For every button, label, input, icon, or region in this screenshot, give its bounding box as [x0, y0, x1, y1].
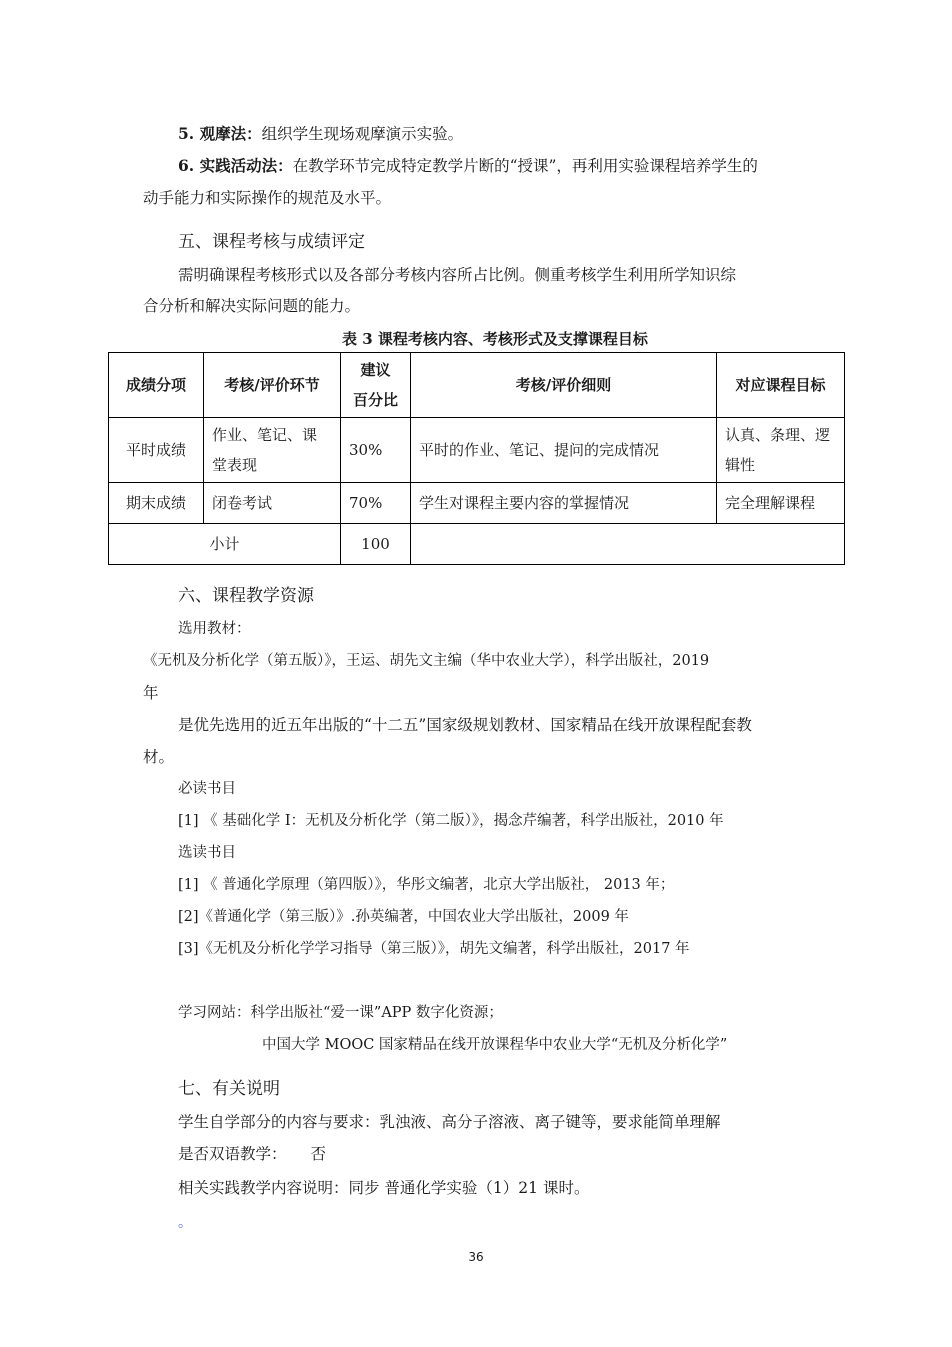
learning-website-label: 学习网站： [178, 1005, 251, 1021]
required-reading-1: [1] 《 基础化学 I：无机及分析化学（第二版）》，揭念芹编著，科学出版社，2010 年 [178, 813, 724, 829]
learning-website-2: 中国大学 MOOC 国家精品在线开放课程华中农业大学“无机及分析化学” [262, 1037, 728, 1053]
cell-stage: 闭卷考试 [204, 483, 341, 524]
textbook-line1: 《无机及分析化学（第五版）》，王运、胡先文主编（华中农业大学），科学出版社，2019 [143, 653, 710, 669]
learning-websites [178, 1001, 503, 1025]
header-percentage-line1: 建议 [360, 361, 391, 379]
cell-stage-line1: 作业、笔记、课 [212, 426, 318, 444]
textbook-note-line2: 材。 [143, 748, 175, 766]
table-row [109, 483, 845, 524]
cell-detail: 平时的作业、笔记、提问的完成情况 [411, 418, 717, 483]
cell-percent: 30% [341, 418, 411, 483]
optional-reading-1: [1] 《 普通化学原理（第四版）》，华彤文编著，北京大学出版社， 2013 年； [178, 877, 675, 893]
optional-reading-label: 选读书目 [178, 845, 236, 861]
method-6 [178, 154, 758, 178]
table-header-row [109, 353, 845, 418]
self-study-requirement: 学生自学部分的内容与要求：乳浊液、高分子溶液、离子键等，要求能简单理解 [178, 1113, 721, 1131]
method-6-text: 在教学环节完成特定教学片断的“授课”，再利用实验课程培养学生的 [292, 157, 758, 175]
cell-goal: 完全理解课程 [717, 483, 845, 524]
table-caption: 表 3 课程考核内容、考核形式及支撑课程目标 [342, 330, 648, 348]
cell-goal-line1: 认真、条理、逻 [725, 426, 831, 444]
assessment-table [108, 352, 845, 565]
table-row [109, 418, 845, 483]
section-5-heading: 五、课程考核与成绩评定 [178, 232, 365, 252]
optional-reading-3: [3]《无机及分析化学学习指导（第三版）》，胡先文编著，科学出版社，2017 年 [178, 941, 690, 957]
header-detail: 考核/评价细则 [411, 353, 717, 418]
trailing-mark: 。 [178, 1215, 192, 1231]
subtotal-empty [411, 524, 845, 565]
subtotal-value: 100 [341, 524, 411, 565]
section-6-heading: 六、课程教学资源 [178, 586, 314, 606]
method-5-label: 5. 观摩法： [178, 124, 262, 143]
section-5-paragraph-line1: 需明确课程考核形式以及各部分考核内容所占比例。侧重考核学生利用所学知识综 [178, 266, 737, 284]
cell-item: 期末成绩 [109, 483, 204, 524]
table-subtotal-row [109, 524, 845, 565]
subtotal-label: 小计 [109, 524, 341, 565]
header-percentage [341, 353, 411, 418]
textbook-label: 选用教材： [178, 621, 251, 637]
header-assessment-stage: 考核/评价环节 [204, 353, 341, 418]
header-grade-item: 成绩分项 [109, 353, 204, 418]
textbook-line2: 年 [143, 684, 159, 702]
section-5-paragraph-line2: 合分析和解决实际问题的能力。 [143, 297, 361, 315]
method-6-continued: 动手能力和实际操作的规范及水平。 [143, 189, 392, 207]
bilingual-label: 是否双语教学： [178, 1145, 287, 1163]
bilingual-teaching [178, 1142, 326, 1166]
section-7-heading: 七、有关说明 [178, 1079, 280, 1099]
learning-website-1: 科学出版社“爱一课”APP 数字化资源； [250, 1005, 503, 1021]
method-5-text: 组织学生现场观摩演示实验。 [261, 125, 464, 143]
optional-reading-2: [2]《普通化学（第三版）》.孙英编著，中国农业大学出版社，2009 年 [178, 909, 629, 925]
cell-goal-line2: 辑性 [725, 456, 756, 474]
cell-goal [717, 418, 845, 483]
textbook-note-line1: 是优先选用的近五年出版的“十二五”国家级规划教材、国家精品在线开放课程配套教 [178, 716, 752, 734]
required-reading-label: 必读书目 [178, 781, 236, 797]
practice-note: 相关实践教学内容说明：同步 普通化学实验（1）21 课时。 [178, 1179, 590, 1197]
bilingual-value: 否 [310, 1145, 327, 1163]
header-course-goal: 对应课程目标 [717, 353, 845, 418]
method-6-label: 6. 实践活动法： [178, 156, 293, 175]
method-5 [178, 122, 463, 146]
header-percentage-line2: 百分比 [352, 391, 398, 409]
cell-stage-line2: 堂表现 [212, 456, 258, 474]
cell-item: 平时成绩 [109, 418, 204, 483]
cell-stage [204, 418, 341, 483]
cell-percent: 70% [341, 483, 411, 524]
cell-detail: 学生对课程主要内容的掌握情况 [411, 483, 717, 524]
page-number: 36 [468, 1250, 484, 1264]
